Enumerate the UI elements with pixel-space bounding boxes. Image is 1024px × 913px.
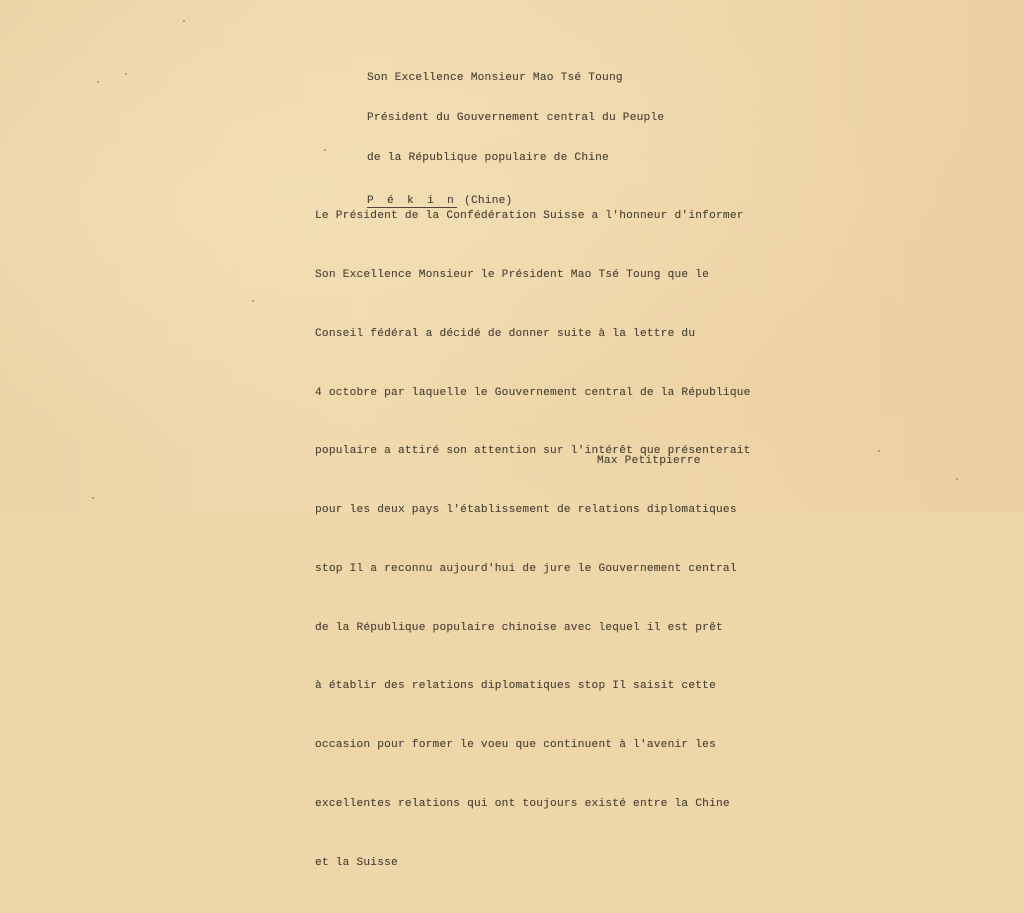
body-line: stop Il a reconnu aujourd'hui de jure le Gouvernement central xyxy=(315,562,737,575)
body-line: excellentes relations qui ont toujours existé entre la Chine xyxy=(315,798,730,810)
signature: Max Petitpierre xyxy=(597,455,701,467)
body-line: à établir des relations diplomatiques stop Il saisit cette xyxy=(315,680,716,693)
city-underlined: P é k i n xyxy=(367,195,458,208)
recipient-line: de la République populaire de Chine xyxy=(367,151,609,164)
body-line: populaire a attiré son attention sur l'intérêt que présenterait xyxy=(315,445,751,458)
paper-speck xyxy=(956,478,958,480)
body-line: Son Excellence Monsieur le Président Mao Tsé Toung que le xyxy=(315,268,710,281)
body-line: Conseil fédéral a décidé de donner suite à la lettre du xyxy=(315,327,696,340)
paper-speck xyxy=(125,73,127,75)
body-line: pour les deux pays l'établissement de relations diplomatiques xyxy=(315,504,737,517)
recipient-line: Président du Gouvernement central du Peuple xyxy=(367,112,665,125)
body-line: et la Suisse xyxy=(315,856,398,869)
recipient-line: Son Excellence Monsieur Mao Tsé Toung xyxy=(367,72,623,85)
body-line: 4 octobre par laquelle le Gouvernement central de la République xyxy=(315,386,751,399)
letter-body xyxy=(315,168,751,913)
body-line: Le Président de la Confédération Suisse a l'honneur d'informer xyxy=(315,210,744,223)
paper-speck xyxy=(183,20,185,22)
country-label: (Chine) xyxy=(464,195,513,208)
paper-speck xyxy=(92,497,94,499)
body-line: occasion pour former le voeu que continuent à l'avenir les xyxy=(315,739,716,752)
paper-speck xyxy=(324,149,326,151)
paper-speck xyxy=(97,81,99,83)
paper-speck xyxy=(878,450,880,452)
body-line: de la République populaire chinoise avec lequel il est prêt xyxy=(315,621,723,634)
paper-speck xyxy=(252,300,254,302)
